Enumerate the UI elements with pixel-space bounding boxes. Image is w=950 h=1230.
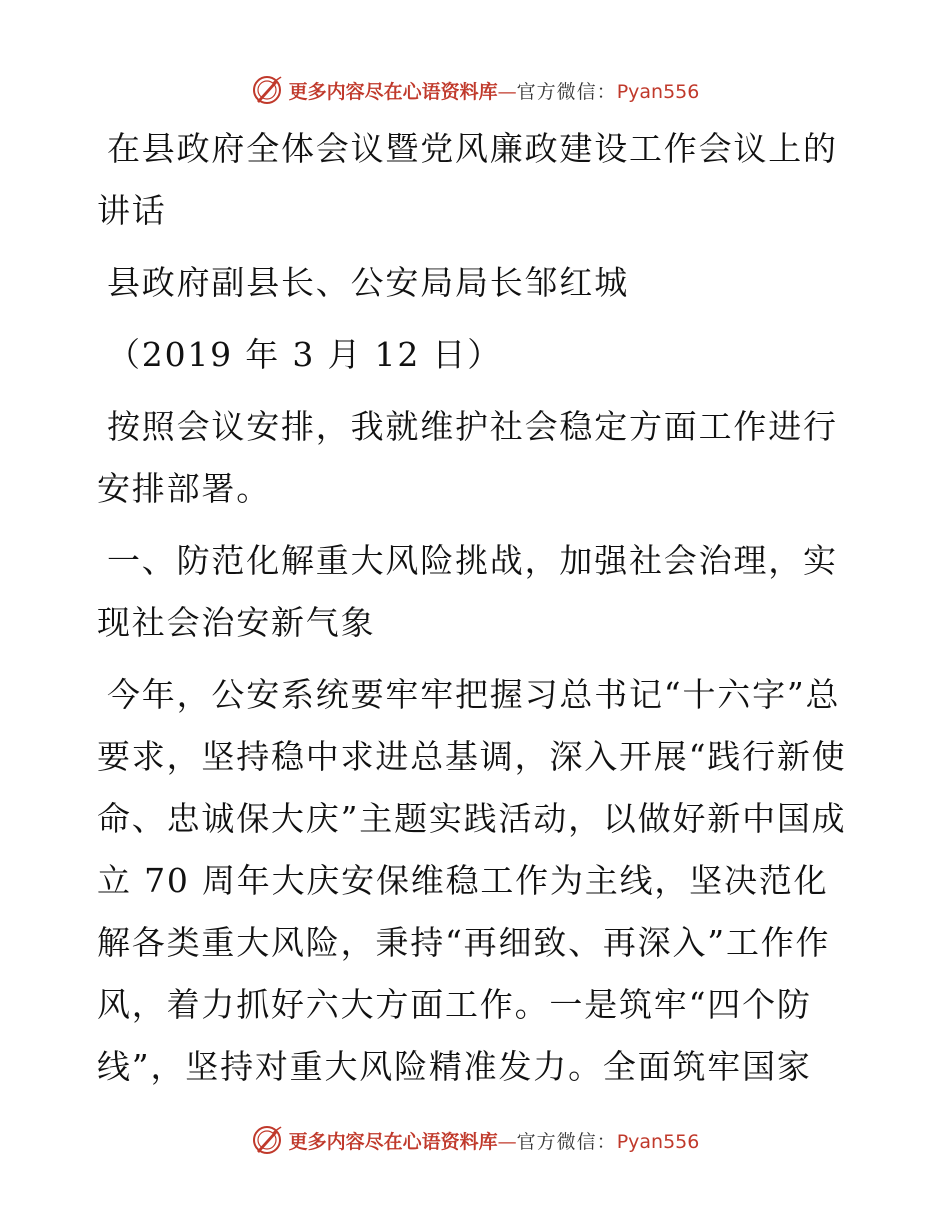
watermark-dash: — bbox=[497, 1130, 517, 1153]
document-date: （2019 年 3 月 12 日） bbox=[107, 335, 503, 374]
watermark-dash: — bbox=[497, 80, 517, 103]
watermark-text bbox=[289, 77, 700, 104]
watermark-wechat-id: Pyan556 bbox=[616, 1130, 700, 1153]
document-body bbox=[97, 118, 857, 1098]
paragraph-body: 今年，公安系统要牢牢把握习总书记“十六字”总要求，坚持稳中求进总基调，深入开展“践行新使命、忠诚保大庆”主题实践活动，以做好新中国成立 70 周年大庆安保维稳工作为主线，坚决范化解各类重大风险，秉持“再细致、再深入”工作作风，着力抓好六大方面工作。一是筑牢“四个防线”，坚持对重大风险精准发力。全面筑牢国家 bbox=[97, 675, 847, 1086]
watermark-site: 更多内容尽在心语资料库 bbox=[288, 1130, 498, 1153]
watermark-wechat-id: Pyan556 bbox=[616, 80, 700, 103]
document-author: 县政府副县长、公安局局长邹红城 bbox=[107, 263, 629, 302]
header-watermark bbox=[0, 70, 950, 110]
footer-watermark bbox=[0, 1120, 950, 1160]
document-title: 在县政府全体会议暨党风廉政建设工作会议上的讲话 bbox=[97, 129, 838, 230]
watermark-wechat-label: 官方微信： bbox=[516, 80, 617, 103]
paragraph-intro: 按照会议安排，我就维护社会稳定方面工作进行安排部署。 bbox=[97, 407, 838, 508]
watermark-site: 更多内容尽在心语资料库 bbox=[288, 80, 498, 103]
quill-seal-icon bbox=[251, 1124, 283, 1156]
watermark-wechat-label: 官方微信： bbox=[516, 1130, 617, 1153]
section-heading-1: 一、防范化解重大风险挑战，加强社会治理，实现社会治安新气象 bbox=[97, 541, 838, 642]
watermark-text bbox=[289, 1127, 700, 1154]
quill-seal-icon bbox=[251, 74, 283, 106]
